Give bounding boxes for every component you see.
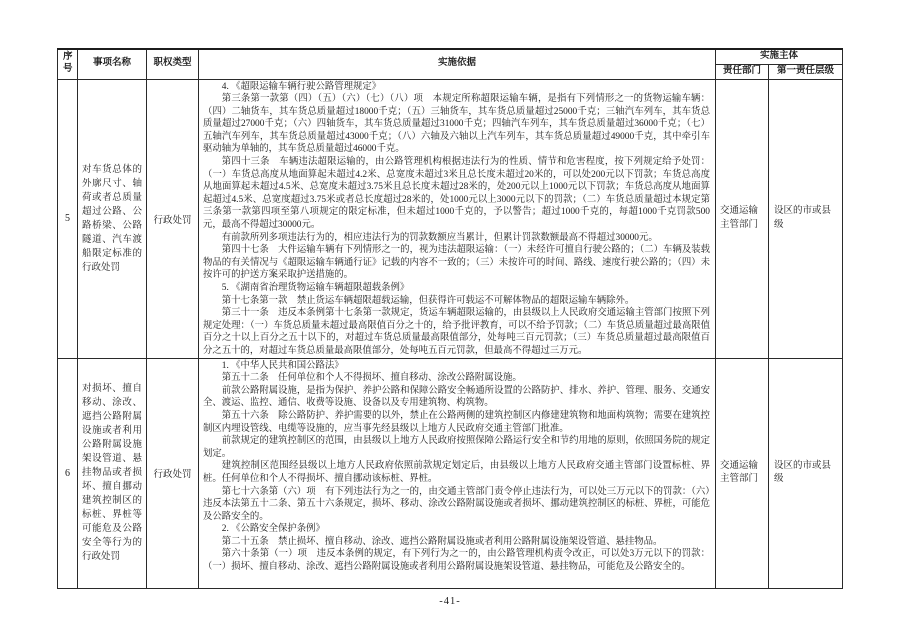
header-first-responsibility-level: 第一责任层级 <box>769 64 843 79</box>
row-number-cell: 6 <box>58 358 78 588</box>
header-no: 序号 <box>58 49 78 79</box>
header-implementation-basis: 实施依据 <box>199 49 716 79</box>
basis-paragraph: 第四十七条 大件运输车辆有下列情形之一的，视为违法超限运输：（一）未经许可擅自行驶公路的；（二）车辆及装载物品的有关情况与《超限运输车辆通行证》记载的内容不一致的；（三）未按许可的时间、路线、速度行驶公路的；（四）未按许可的护送方案采取护送措施的。 <box>203 245 710 281</box>
basis-paragraph: 第五十六条 除公路防护、养护需要的以外，禁止在公路两侧的建筑控制区内修建建筑物和地面构筑物；需要在建筑控制区内埋设管线、电缆等设施的，应当事先经县级以上地方人民政府交通主管部门批准。 <box>203 410 710 434</box>
responsible-department-cell: 交通运输主管部门 <box>716 79 769 358</box>
page-number: -41- <box>439 596 461 607</box>
responsible-department-cell: 交通运输主管部门 <box>716 358 769 588</box>
header-responsible-department: 责任部门 <box>716 64 769 79</box>
header-implementation-subject: 实施主体 <box>716 49 843 64</box>
first-responsibility-level-cell: 设区的市或县级 <box>769 358 843 588</box>
item-name-cell: 对损坏、擅自移动、涂改、遮挡公路附属设施或者利用公路附属设施架设管道、悬挂物品或者损坏、擅自挪动建筑控制区的标桩、界桩等可能危及公路安全等行为的行政处罚 <box>78 358 147 588</box>
table-row <box>58 358 843 588</box>
header-authority-type: 职权类型 <box>147 49 199 79</box>
table-row <box>58 79 843 358</box>
basis-paragraph: 建筑控制区范围经县级以上地方人民政府依照前款规定划定后，由县级以上地方人民政府交通主管部门设置标桩、界桩。任何单位和个人不得损坏、擅自挪动该标桩、界桩。 <box>203 461 710 484</box>
basis-paragraph: 第三条第一款第（四）（五）（六）（七）（八）项 本规定所称超限运输车辆，是指有下列情形之一的货物运输车辆：（四）二轴货车，其车货总质量超过18000千克；（五）三轴货车，其车货总质量超过25000千克；三轴汽车列车，其车货总质量超过27000千克；（六）四轴货车，其车货总质量超过31000千克；四轴汽车列车，其车货总质量超过36000千克；（七）五轴汽车列车，其车货总质量超过43000千克；（八）六轴及六轴以上汽车列车，其车货总质量超过49000千克，其中牵引车驱动轴为单轴的，其车货总质量超过46000千克。 <box>203 94 710 155</box>
basis-paragraph: 第三十一条 违反本条例第十七条第一款规定，货运车辆超限运输的，由县级以上人民政府交通运输主管部门按照下列规定处理：（一）车货总质量未超过最高限值百分之十的，给予批评教育，可以不给予罚款；（二）车货总质量超过最高限值百分之十以上百分之五十以下的，对超过车货总质量最高限值部分，处每吨三百元罚款；（三）车货总质量超过最高限值百分之五十的，对超过车货总质量最高限值部分，处每吨五百元罚款，但最高不得超过三万元。 <box>203 308 710 356</box>
basis-paragraph: 2. 《公路安全保护条例》 <box>221 524 325 535</box>
header-item-name: 事项名称 <box>78 49 147 79</box>
authority-type-cell: 行政处罚 <box>147 358 199 588</box>
implementation-basis-cell <box>199 358 716 588</box>
basis-paragraph: 第四十三条 车辆违法超限运输的，由公路管理机构根据违法行为的性质、情节和危害程度，按下列规定给予处罚：（一）车货总高度从地面算起未超过4.2米、总宽度未超过3米且总长度未超过20米的，可以处200元以下罚款；车货总高度从地面算起未超过4.5米、总宽度未超过3.75米且总长度未超过28米的，处200元以上1000元以下罚款；车货总高度从地面算起超过4.5米、总宽度超过3.75米或者总长度超过28米的，处1000元以上3000元以下的罚款；（二）车货总质量超过本规定第三条第一款第四项至第八项规定的限定标准，但未超过1000千克的，予以警告；超过1000千克的，每超1000千克罚款500元，最高不得超过30000元。 <box>203 157 710 231</box>
basis-paragraph: 第六十条第（一）项 违反本条例的规定，有下列行为之一的，由公路管理机构责令改正，可以处3万元以下的罚款：（一）损坏、擅自移动、涂改、遮挡公路附属设施或者利用公路附属设施架设管道、悬挂物品，可能危及公路安全的。 <box>203 549 710 573</box>
implementation-basis-cell <box>199 79 716 358</box>
basis-paragraph: 第十七条第一款 禁止货运车辆超限超载运输，但获得许可载运不可解体物品的超限运输车辆除外。 <box>221 295 635 306</box>
basis-paragraph: 5. 《湖南省治理货物运输车辆超限超载条例》 <box>221 283 410 293</box>
basis-paragraph: 1. 《中华人民共和国公路法》 <box>221 360 344 371</box>
header-row-top <box>58 49 843 64</box>
basis-paragraph: 第五十二条 任何单位和个人不得损坏、擅自移动、涂改公路附属设施。 <box>221 373 522 384</box>
responsibility-list-table <box>57 48 843 589</box>
basis-paragraph: 前款公路附属设施，是指为保护、养护公路和保障公路安全畅通所设置的公路防护、排水、养护、管理、服务、交通安全、渡运、监控、通信、收费等设施、设备以及专用建筑物、构筑物。 <box>203 385 710 409</box>
basis-paragraph: 第七十六条第（六）项 有下列违法行为之一的，由交通主管部门责令停止违法行为，可以处三万元以下的罚款：（六）违反本法第五十二条、第五十六条规定，损坏、移动、涂改公路附属设施或者损坏、挪动建筑控制区的标桩、界桩，可能危及公路安全的。 <box>203 486 710 522</box>
basis-paragraph: 4. 《超限运输车辆行驶公路管理规定》 <box>221 81 382 92</box>
basis-paragraph: 有前款所列多项违法行为的，相应违法行为的罚款数额应当累计，但累计罚款数额最高不得超过30000元。 <box>221 232 658 243</box>
item-name-cell: 对车货总体的外廓尺寸、轴荷或者总质量超过公路、公路桥梁、公路隧道、汽车渡船限定标准的行政处罚 <box>78 79 147 358</box>
authority-type-cell: 行政处罚 <box>147 79 199 358</box>
row-number-cell: 5 <box>58 79 78 358</box>
first-responsibility-level-cell: 设区的市或县级 <box>769 79 843 358</box>
basis-paragraph: 前款规定的建筑控制区的范围，由县级以上地方人民政府按照保障公路运行安全和节约用地的原则，依照国务院的规定划定。 <box>203 436 710 459</box>
basis-paragraph: 第二十五条 禁止损坏、擅自移动、涂改、遮挡公路附属设施或者利用公路附属设施架设管道、悬挂物品。 <box>221 536 663 547</box>
